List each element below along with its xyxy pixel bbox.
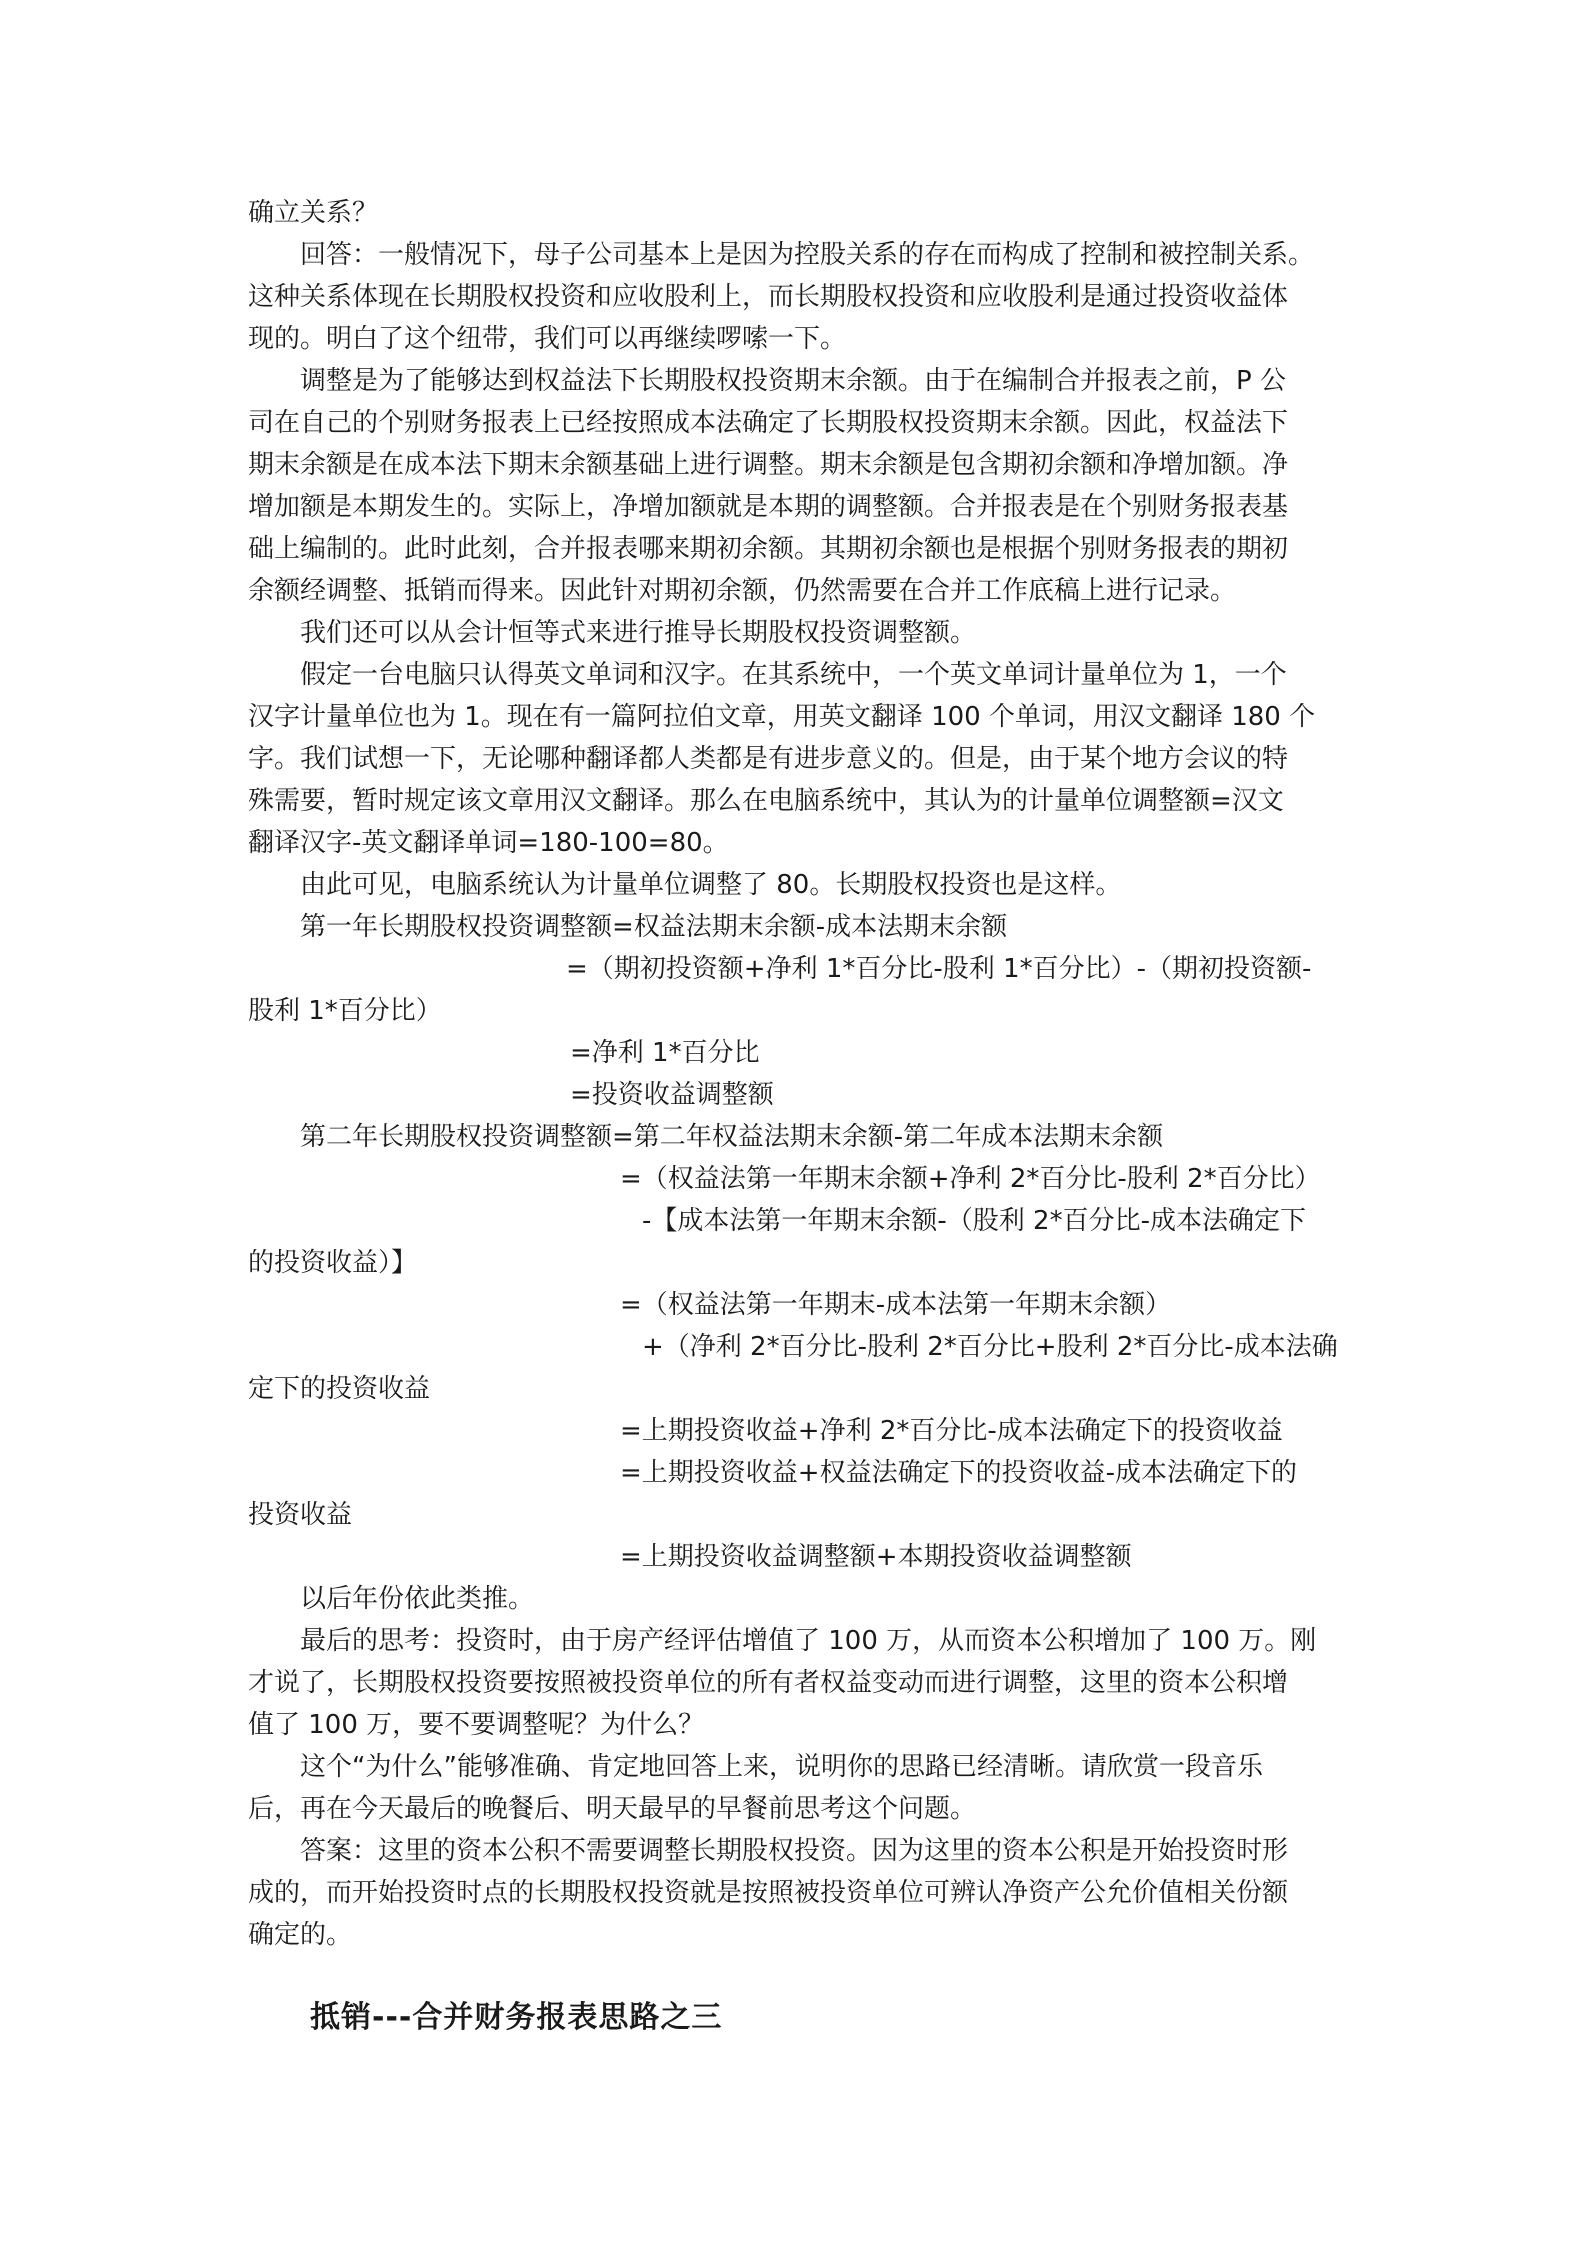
text-line: 回答：一般情况下，母子公司基本上是因为控股关系的存在而构成了控制和被控制关系。 — [300, 240, 1315, 270]
text-line: 字。我们试想一下，无论哪种翻译都人类都是有进步意义的。但是，由于某个地方会议的特 — [248, 744, 1289, 774]
text-line: 这个“为什么”能够准确、肯定地回答上来，说明你的思路已经清晰。请欣赏一段音乐 — [300, 1752, 1263, 1782]
text-line: 这种关系体现在长期股权投资和应收股利上，而长期股权投资和应收股利是通过投资收益体 — [248, 282, 1289, 312]
text-line: 期末余额是在成本法下期末余额基础上进行调整。期末余额是包含期初余额和净增加额。净 — [248, 450, 1289, 480]
text-line: 以后年份依此类推。 — [300, 1584, 535, 1614]
formula-line: =上期投资收益调整额+本期投资收益调整额 — [620, 1542, 1132, 1572]
formula-line: =（权益法第一年期末余额+净利 2*百分比-股利 2*百分比） — [620, 1164, 1321, 1194]
formula-line: =投资收益调整额 — [570, 1080, 774, 1110]
formula-line: =（期初投资额+净利 1*百分比-股利 1*百分比）-（期初投资额- — [566, 954, 1312, 984]
formula-line: 定下的投资收益 — [248, 1374, 431, 1404]
formula-line: =净利 1*百分比 — [570, 1038, 760, 1068]
text-line: 余额经调整、抵销而得来。因此针对期初余额，仍然需要在合并工作底稿上进行记录。 — [248, 576, 1237, 606]
section-title: 抵销---合并财务报表思路之三 — [310, 2000, 723, 2035]
text-line: 答案：这里的资本公积不需要调整长期股权投资。因为这里的资本公积是开始投资时形 — [300, 1836, 1289, 1866]
formula-line: 的投资收益）】 — [248, 1248, 418, 1278]
formula-line: +（净利 2*百分比-股利 2*百分比+股利 2*百分比-成本法确 — [642, 1332, 1338, 1362]
formula-line: 第二年长期股权投资调整额=第二年权益法期末余额-第二年成本法期末余额 — [300, 1122, 1164, 1152]
text-line: 后，再在今天最后的晚餐后、明天最早的早餐前思考这个问题。 — [248, 1794, 977, 1824]
text-line: 我们还可以从会计恒等式来进行推导长期股权投资调整额。 — [300, 618, 977, 648]
formula-line: =上期投资收益+净利 2*百分比-成本法确定下的投资收益 — [620, 1416, 1283, 1446]
formula-line: 投资收益 — [248, 1500, 353, 1530]
text-line: 成的，而开始投资时点的长期股权投资就是按照被投资单位可辨认净资产公允价值相关份额 — [248, 1878, 1289, 1908]
text-line: 确定的。 — [248, 1920, 353, 1950]
text-line: 殊需要，暂时规定该文章用汉文翻译。那么在电脑系统中，其认为的计量单位调整额=汉文 — [248, 786, 1284, 816]
text-line: 增加额是本期发生的。实际上，净增加额就是本期的调整额。合并报表是在个别财务报表基 — [248, 492, 1289, 522]
formula-line: 第一年长期股权投资调整额=权益法期末余额-成本法期末余额 — [300, 912, 1008, 942]
text-line: 值了 100 万，要不要调整呢？为什么？ — [248, 1710, 705, 1740]
text-line: 础上编制的。此时此刻，合并报表哪来期初余额。其期初余额也是根据个别财务报表的期初 — [248, 534, 1289, 564]
text-line: 汉字计量单位也为 1。现在有一篇阿拉伯文章，用英文翻译 100 个单词，用汉文翻译 180 个 — [248, 702, 1316, 732]
text-line: 由此可见，电脑系统认为计量单位调整了 80。长期股权投资也是这样。 — [300, 870, 1122, 900]
text-line: 最后的思考：投资时，由于房产经评估增值了 100 万，从而资本公积增加了 100 万。刚 — [300, 1626, 1317, 1656]
document-body — [248, 192, 1360, 1956]
formula-line: =（权益法第一年期末-成本法第一年期末余额） — [620, 1290, 1172, 1320]
formula-line: =上期投资收益+权益法确定下的投资收益-成本法确定下的 — [620, 1458, 1297, 1488]
text-line: 才说了，长期股权投资要按照被投资单位的所有者权益变动而进行调整，这里的资本公积增 — [248, 1668, 1289, 1698]
text-line: 调整是为了能够达到权益法下长期股权投资期末余额。由于在编制合并报表之前，P 公 — [300, 366, 1286, 396]
text-line: 确立关系？ — [248, 198, 379, 228]
text-line: 现的。明白了这个纽带，我们可以再继续啰嗦一下。 — [248, 324, 847, 354]
text-line: 司在自己的个别财务报表上已经按照成本法确定了长期股权投资期末余额。因此，权益法下 — [248, 408, 1289, 438]
text-line: 翻译汉字-英文翻译单词=180-100=80。 — [248, 828, 729, 858]
formula-line: 股利 1*百分比） — [248, 996, 442, 1026]
formula-line: -【成本法第一年期末余额-（股利 2*百分比-成本法确定下 — [642, 1206, 1306, 1236]
text-line: 假定一台电脑只认得英文单词和汉字。在其系统中，一个英文单词计量单位为 1，一个 — [300, 660, 1287, 690]
